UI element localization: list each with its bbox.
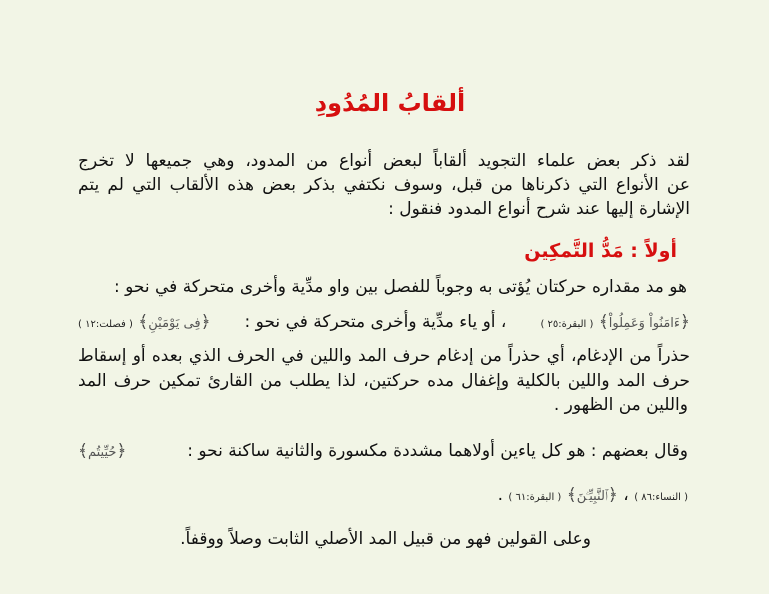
quran-example-aamanu bbox=[540, 311, 690, 336]
ayah-close-bracket: ﴾ bbox=[78, 441, 88, 461]
section-heading-tamkeen: أولاً : مَدُّ التَّمكِين bbox=[524, 240, 677, 262]
quran-example-huyyitum bbox=[78, 440, 126, 464]
ayah-text: فِى يَوْمَيْنِ bbox=[148, 316, 201, 331]
ayah-open-bracket: ﴿ bbox=[200, 312, 211, 332]
alternative-definition-text: وقال بعضهم : هو كل ياءين أولاهما مشددة مكسورة والثانية ساكنة نحو : bbox=[187, 441, 688, 461]
tamkeen-examples-line bbox=[78, 311, 690, 336]
ayah-reference: ( فصلت:١٢ ) bbox=[78, 319, 133, 330]
intro-line-1: لقد ذكر بعض علماء التجويد ألقاباً لبعض أنواع من المدود، وهي جميعها لا تخرج bbox=[78, 151, 690, 171]
tamkeen-definition-line: هو مد مقداره حركتان يُؤتى به وجوباً للفصل بين واو مدِّية وأخرى متحركة في نحو : bbox=[113, 277, 687, 297]
intro-line-2: عن الأنواع التي ذكرناها من قبل، وسوف نكتفي بذكر بعض هذه الألقاب التي لم يتم bbox=[78, 175, 690, 195]
tamkeen-connector-text: ، أو ياء مدِّية وأخرى متحركة في نحو : bbox=[244, 312, 507, 332]
ayah-open-bracket: ﴿ bbox=[680, 312, 690, 332]
alternative-examples-line bbox=[498, 484, 688, 509]
ayah-reference: ( النساء:٨٦ ) bbox=[634, 492, 688, 503]
ayah-reference: ( البقرة:٢٥ ) bbox=[540, 319, 594, 330]
tamkeen-explanation-line-3: واللين من الظهور . bbox=[553, 395, 688, 415]
tamkeen-explanation-line-1: حذراً من الإدغام، أي حذراً من إدغام حرف المد واللين في الحرف الذي بعده أو إسقاط bbox=[78, 346, 690, 366]
page-title: ألقابُ المُدُودِ bbox=[314, 89, 466, 117]
ayah-text: ٱلنَّبِيِّـۧنَ bbox=[576, 489, 608, 504]
conclusion-line: وعلى القولين فهو من قبيل المد الأصلي الثابت وصلاً ووقفاً. bbox=[180, 529, 591, 549]
ayah-close-bracket: ﴾ bbox=[598, 312, 609, 332]
alternative-definition-line bbox=[78, 440, 688, 464]
ayah-text: ءَامَنُواْ وَعَمِلُواْ bbox=[608, 316, 681, 331]
line-end-period: . bbox=[497, 485, 503, 505]
ayah-open-bracket: ﴿ bbox=[116, 441, 127, 461]
intro-line-3: الإشارة إليها عند شرح أنواع المدود فنقول : bbox=[388, 199, 690, 219]
ayah-close-bracket: ﴾ bbox=[138, 312, 149, 332]
quran-example-fi-yawmayn bbox=[78, 311, 211, 336]
ayah-open-bracket: ﴿ bbox=[607, 485, 618, 505]
example-separator: ، bbox=[623, 485, 629, 505]
ayah-reference: ( البقرة:٦١ ) bbox=[508, 492, 562, 503]
ayah-text: حُيِّيتُم bbox=[87, 445, 117, 460]
ayah-close-bracket: ﴾ bbox=[566, 485, 577, 505]
tamkeen-explanation-line-2: حرف المد واللين بالكلية وإغفال مده حركتين، لذا يطلب من القارئ تمكين حرف المد bbox=[78, 371, 690, 391]
